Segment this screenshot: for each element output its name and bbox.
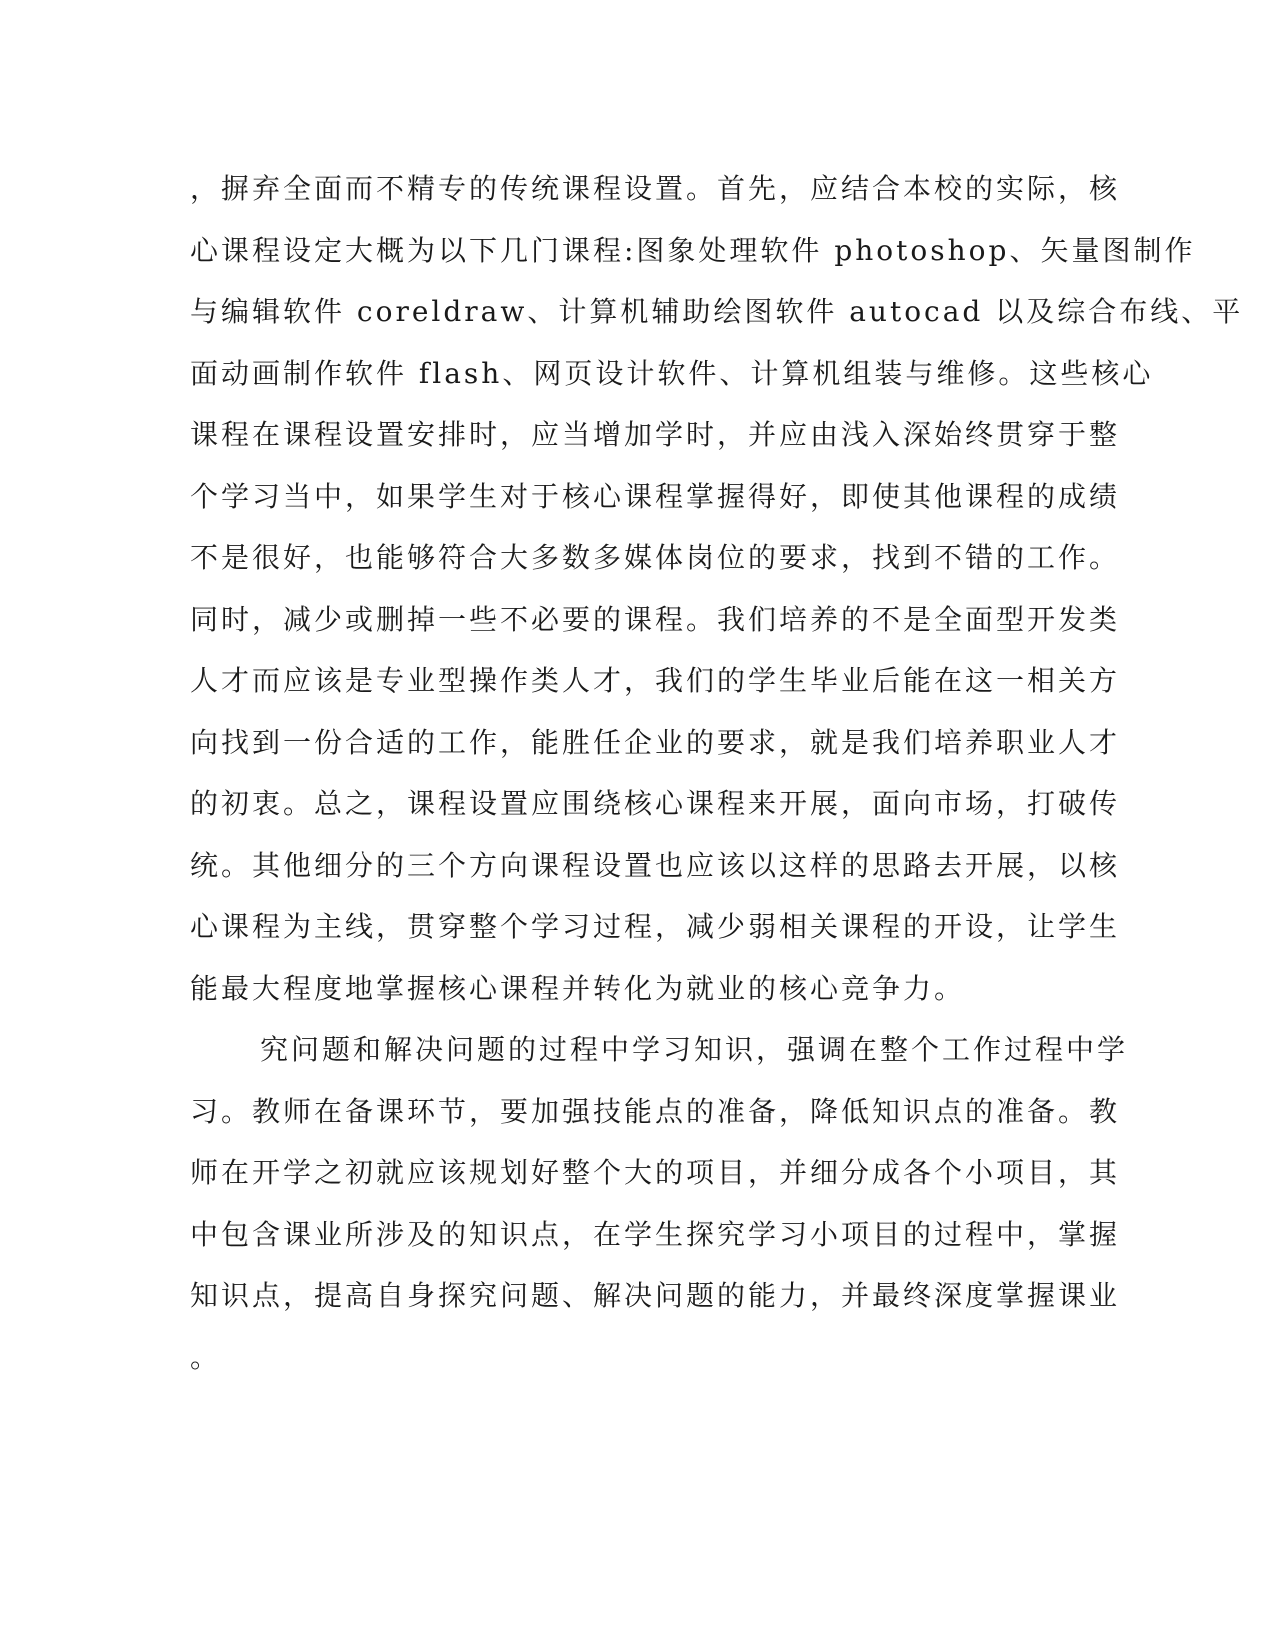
text-line: 统。其他细分的三个方向课程设置也应该以这样的思路去开展，以核 (190, 848, 1121, 882)
text-line: 的初衷。总之，课程设置应围绕核心课程来开展，面向市场，打破传 (190, 787, 1121, 820)
text-line: ，摒弃全面而不精专的传统课程设置。首先，应结合本校的实际，核 (190, 172, 1121, 205)
document-body (190, 158, 1244, 1388)
text-line: 习。教师在备课环节，要加强技能点的准备，降低知识点的准备。教 (190, 1094, 1121, 1128)
text-line: 中包含课业所涉及的知识点，在学生探究学习小项目的过程中，掌握 (190, 1217, 1121, 1251)
text-line-indented: 究问题和解决问题的过程中学习知识，强调在整个工作过程中学 (260, 1033, 1129, 1066)
text-line: 个学习当中，如果学生对于核心课程掌握得好，即使其他课程的成绩 (190, 479, 1121, 513)
text-line: 与编辑软件 coreldraw、计算机辅助绘图软件 autocad 以及综合布线、平 (190, 295, 1244, 328)
text-line: 师在开学之初就应该规划好整个大的项目，并细分成各个小项目，其 (190, 1156, 1121, 1189)
paragraph-teaching-method (190, 1019, 1129, 1388)
paragraph-course-setting (190, 158, 1244, 1019)
text-line: 面动画制作软件 flash、网页设计软件、计算机组装与维修。这些核心 (190, 356, 1154, 390)
text-line: 。 (190, 1340, 222, 1374)
text-line: 课程在课程设置安排时，应当增加学时，并应由浅入深始终贯穿于整 (190, 418, 1121, 451)
text-line: 知识点，提高自身探究问题、解决问题的能力，并最终深度掌握课业 (190, 1279, 1121, 1312)
text-line: 心课程设定大概为以下几门课程:图象处理软件 photoshop、矢量图制作 (190, 233, 1196, 267)
text-line: 能最大程度地掌握核心课程并转化为就业的核心竞争力。 (190, 971, 966, 1005)
text-line: 不是很好，也能够符合大多数多媒体岗位的要求，找到不错的工作。 (190, 541, 1121, 574)
text-line: 心课程为主线，贯穿整个学习过程，减少弱相关课程的开设，让学生 (190, 910, 1121, 943)
text-line: 人才而应该是专业型操作类人才，我们的学生毕业后能在这一相关方 (190, 664, 1121, 697)
text-line: 同时，减少或删掉一些不必要的课程。我们培养的不是全面型开发类 (190, 602, 1121, 636)
text-line: 向找到一份合适的工作，能胜任企业的要求，就是我们培养职业人才 (190, 725, 1121, 759)
